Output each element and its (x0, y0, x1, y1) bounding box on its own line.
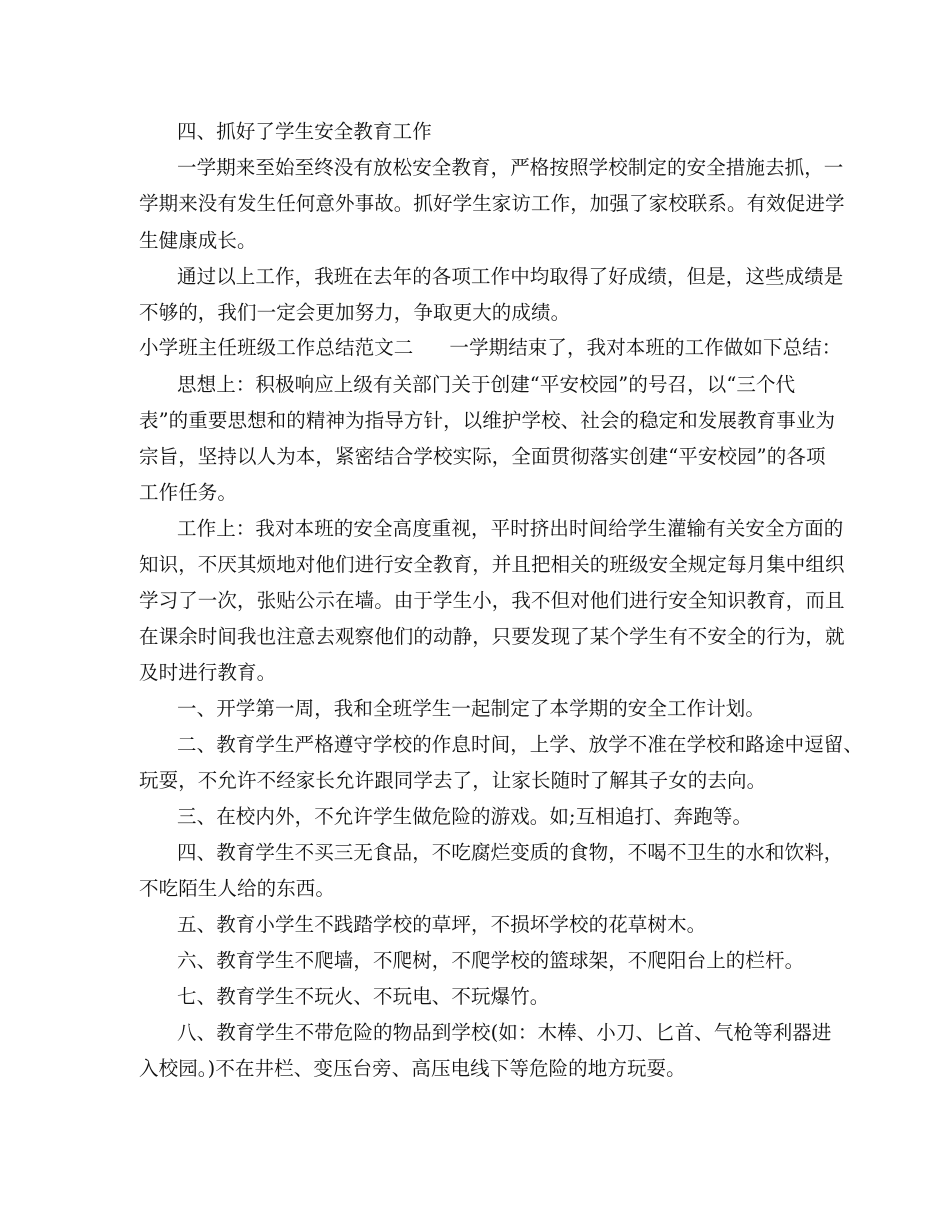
list-item-continuation: 玩耍，不允许不经家长允许跟同学去了，让家长随时了解其子女的去向。 (139, 769, 767, 792)
paragraph-line: 知识，不厌其烦地对他们进行安全教育，并且把相关的班级安全规定每月集中组织 (139, 553, 845, 576)
list-item: 八、教育学生不带危险的物品到学校(如：木棒、小刀、匕首、气枪等利器进 (177, 1021, 832, 1044)
list-item: 一、开学第一周，我和全班学生一起制定了本学期的安全工作计划。 (177, 697, 766, 720)
list-item: 四、教育学生不买三无食品，不吃腐烂变质的食物，不喝不卫生的水和饮料， (177, 841, 844, 864)
list-item: 五、教育小学生不践踏学校的草坪，不损坏学校的花草树木。 (177, 913, 707, 936)
list-item: 二、教育学生严格遵守学校的作息时间，上学、放学不准在学校和路途中逗留、 (177, 733, 864, 756)
paragraph-line: 生健康成长。 (139, 229, 257, 252)
section-title: 小学班主任班级工作总结范文二 (139, 336, 414, 359)
section-heading: 四、抓好了学生安全教育工作 (177, 120, 432, 143)
paragraph-line: 一学期来至始至终没有放松安全教育，严格按照学校制定的安全措施去抓，一 (177, 156, 844, 179)
list-item: 六、教育学生不爬墙，不爬树，不爬学校的篮球架，不爬阳台上的栏杆。 (177, 949, 805, 972)
paragraph-line: 通过以上工作，我班在去年的各项工作中均取得了好成绩，但是，这些成绩是 (177, 265, 844, 288)
paragraph-line: 思想上：积极响应上级有关部门关于创建“平安校园”的号召，以“三个代 (177, 373, 796, 396)
paragraph-text: 一学期结束了，我对本班的工作做如下总结： (449, 336, 842, 359)
list-item: 七、教育学生不玩火、不玩电、不玩爆竹。 (177, 985, 550, 1008)
paragraph-line: 不够的，我们一定会更加努力，争取更大的成绩。 (139, 301, 571, 324)
list-item: 三、在校内外，不允许学生做危险的游戏。如;互相追打、奔跑等。 (177, 805, 753, 828)
paragraph-line: 及时进行教育。 (139, 661, 277, 684)
section-title-line (139, 335, 842, 361)
paragraph-line: 工作上：我对本班的安全高度重视，平时挤出时间给学生灌输有关安全方面的 (177, 517, 844, 540)
paragraph-line: 工作任务。 (139, 481, 238, 504)
paragraph-line: 学习了一次，张贴公示在墙。由于学生小，我不但对他们进行安全知识教育，而且 (139, 589, 845, 612)
list-item-continuation: 入校园。)不在井栏、变压台旁、高压电线下等危险的地方玩耍。 (139, 1057, 686, 1080)
paragraph-line: 学期来没有发生任何意外事故。抓好学生家访工作，加强了家校联系。有效促进学 (139, 192, 845, 215)
paragraph-line: 宗旨，坚持以人为本，紧密结合学校实际，全面贯彻落实创建“平安校园”的各项 (139, 445, 826, 468)
paragraph-line: 在课余时间我也注意去观察他们的动静，只要发现了某个学生有不安全的行为，就 (139, 625, 845, 648)
list-item-continuation: 不吃陌生人给的东西。 (139, 877, 336, 900)
paragraph-line: 表”的重要思想和的精神为指导方针，以维护学校、社会的稳定和发展教育事业为 (139, 409, 836, 432)
